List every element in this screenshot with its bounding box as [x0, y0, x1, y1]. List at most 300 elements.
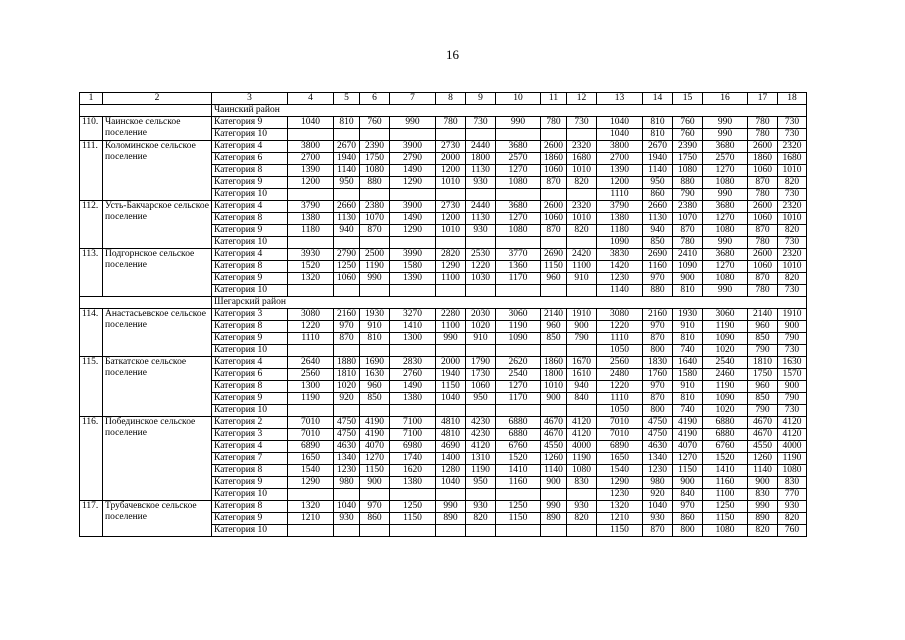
value-cell: 760 — [778, 525, 807, 537]
value-cell: 3900 — [390, 201, 436, 213]
table-row — [80, 201, 807, 213]
column-number: 4 — [288, 93, 334, 105]
value-cell — [436, 525, 466, 537]
value-cell — [466, 525, 496, 537]
table-row — [80, 249, 807, 261]
column-number: 12 — [567, 93, 597, 105]
value-cell: 4120 — [466, 441, 496, 453]
value-cell: 1520 — [288, 261, 334, 273]
value-cell: 1390 — [288, 165, 334, 177]
value-cell: 1910 — [778, 309, 807, 321]
value-cell: 1130 — [466, 213, 496, 225]
value-cell: 2790 — [390, 153, 436, 165]
value-cell — [466, 237, 496, 249]
value-cell: 1810 — [748, 357, 778, 369]
value-cell: 2600 — [748, 201, 778, 213]
value-cell: 1490 — [390, 165, 436, 177]
value-cell — [567, 237, 597, 249]
value-cell: 1380 — [597, 213, 643, 225]
value-cell: 930 — [466, 225, 496, 237]
value-cell: 790 — [748, 345, 778, 357]
value-cell: 1220 — [466, 261, 496, 273]
settlement-name: Анастасьевское сельское поселение — [103, 309, 212, 357]
value-cell: 730 — [778, 129, 807, 141]
value-cell: 6880 — [703, 417, 748, 429]
value-cell: 980 — [643, 477, 673, 489]
table-row — [80, 141, 807, 153]
value-cell: 4190 — [360, 417, 390, 429]
value-cell — [466, 405, 496, 417]
value-cell: 1040 — [288, 117, 334, 129]
value-cell: 1620 — [390, 465, 436, 477]
value-cell: 1380 — [288, 213, 334, 225]
column-number: 13 — [597, 93, 643, 105]
value-cell: 1830 — [643, 357, 673, 369]
value-cell: 2320 — [778, 201, 807, 213]
value-cell: 1610 — [567, 369, 597, 381]
value-cell: 7100 — [390, 417, 436, 429]
value-cell: 970 — [643, 381, 673, 393]
category-label: Категория 4 — [212, 141, 288, 153]
value-cell: 780 — [673, 237, 703, 249]
value-cell: 2600 — [748, 249, 778, 261]
value-cell: 1250 — [496, 501, 541, 513]
value-cell: 2540 — [703, 357, 748, 369]
value-cell: 4630 — [643, 441, 673, 453]
value-cell — [567, 525, 597, 537]
category-label: Категория 8 — [212, 321, 288, 333]
value-cell: 6890 — [288, 441, 334, 453]
value-cell: 1220 — [597, 381, 643, 393]
value-cell — [334, 405, 360, 417]
value-cell: 800 — [673, 525, 703, 537]
value-cell: 1140 — [748, 465, 778, 477]
value-cell — [567, 489, 597, 501]
value-cell: 3680 — [703, 249, 748, 261]
value-cell: 1200 — [597, 177, 643, 189]
tariff-table — [79, 92, 807, 537]
value-cell: 810 — [643, 117, 673, 129]
value-cell: 1130 — [643, 213, 673, 225]
column-number: 3 — [212, 93, 288, 105]
column-number: 11 — [541, 93, 567, 105]
value-cell: 820 — [778, 273, 807, 285]
value-cell: 900 — [778, 381, 807, 393]
value-cell: 800 — [643, 405, 673, 417]
value-cell: 2000 — [436, 357, 466, 369]
value-cell: 1580 — [390, 261, 436, 273]
value-cell: 780 — [541, 117, 567, 129]
value-cell: 3800 — [288, 141, 334, 153]
value-cell: 6880 — [496, 429, 541, 441]
value-cell: 920 — [334, 393, 360, 405]
value-cell: 830 — [778, 477, 807, 489]
value-cell — [496, 405, 541, 417]
value-cell: 820 — [466, 513, 496, 525]
value-cell — [496, 237, 541, 249]
value-cell: 4070 — [673, 441, 703, 453]
value-cell: 4120 — [567, 429, 597, 441]
value-cell: 870 — [541, 225, 567, 237]
column-number: 7 — [390, 93, 436, 105]
value-cell: 1260 — [748, 453, 778, 465]
value-cell: 900 — [673, 477, 703, 489]
value-cell: 6880 — [703, 429, 748, 441]
value-cell: 1200 — [288, 177, 334, 189]
value-cell: 1270 — [703, 165, 748, 177]
value-cell: 760 — [673, 129, 703, 141]
category-label: Категория 9 — [212, 477, 288, 489]
value-cell: 1340 — [334, 453, 360, 465]
value-cell: 860 — [360, 513, 390, 525]
value-cell — [360, 129, 390, 141]
value-cell: 2440 — [466, 201, 496, 213]
value-cell: 4000 — [567, 441, 597, 453]
settlement-index: 112. — [80, 201, 103, 249]
value-cell: 900 — [673, 273, 703, 285]
value-cell — [436, 129, 466, 141]
value-cell: 1140 — [643, 165, 673, 177]
value-cell: 910 — [673, 321, 703, 333]
category-label: Категория 8 — [212, 213, 288, 225]
value-cell: 2600 — [541, 201, 567, 213]
value-cell: 960 — [541, 273, 567, 285]
value-cell: 1080 — [703, 273, 748, 285]
value-cell: 800 — [643, 345, 673, 357]
category-label: Категория 10 — [212, 405, 288, 417]
value-cell: 950 — [334, 177, 360, 189]
value-cell: 840 — [673, 489, 703, 501]
value-cell: 1100 — [436, 273, 466, 285]
value-cell: 1270 — [496, 381, 541, 393]
value-cell: 1150 — [390, 513, 436, 525]
value-cell: 1940 — [334, 153, 360, 165]
value-cell: 2420 — [567, 249, 597, 261]
value-cell: 1290 — [597, 477, 643, 489]
value-cell: 1050 — [597, 405, 643, 417]
value-cell: 790 — [673, 189, 703, 201]
value-cell: 1170 — [496, 393, 541, 405]
category-label: Категория 3 — [212, 429, 288, 441]
value-cell: 4750 — [334, 429, 360, 441]
value-cell: 730 — [778, 345, 807, 357]
value-cell — [360, 345, 390, 357]
value-cell: 2660 — [643, 201, 673, 213]
value-cell: 1340 — [643, 453, 673, 465]
value-cell: 1190 — [466, 465, 496, 477]
category-label: Категория 8 — [212, 165, 288, 177]
value-cell: 780 — [748, 117, 778, 129]
value-cell: 6880 — [496, 417, 541, 429]
value-cell: 890 — [748, 513, 778, 525]
value-cell: 2600 — [748, 141, 778, 153]
value-cell: 2670 — [334, 141, 360, 153]
value-cell — [496, 489, 541, 501]
value-cell: 970 — [673, 501, 703, 513]
value-cell: 1040 — [597, 129, 643, 141]
value-cell: 1160 — [643, 261, 673, 273]
value-cell: 1400 — [436, 453, 466, 465]
value-cell — [288, 237, 334, 249]
value-cell: 970 — [643, 273, 673, 285]
value-cell: 960 — [360, 381, 390, 393]
value-cell: 730 — [778, 285, 807, 297]
value-cell: 1220 — [597, 321, 643, 333]
value-cell: 3060 — [703, 309, 748, 321]
value-cell: 3080 — [597, 309, 643, 321]
settlement-name: Подгорнское сельское поселение — [103, 249, 212, 297]
value-cell — [541, 345, 567, 357]
value-cell: 870 — [360, 225, 390, 237]
value-cell: 1360 — [496, 261, 541, 273]
value-cell: 1680 — [567, 153, 597, 165]
value-cell — [496, 189, 541, 201]
value-cell: 4550 — [748, 441, 778, 453]
value-cell: 1110 — [597, 189, 643, 201]
value-cell — [496, 525, 541, 537]
value-cell: 1190 — [567, 453, 597, 465]
value-cell — [496, 345, 541, 357]
value-cell: 1230 — [597, 273, 643, 285]
value-cell: 4630 — [334, 441, 360, 453]
settlement-name: Чаинское сельское поселение — [103, 117, 212, 141]
value-cell — [567, 285, 597, 297]
value-cell — [567, 129, 597, 141]
value-cell: 2600 — [541, 141, 567, 153]
value-cell — [334, 129, 360, 141]
value-cell — [436, 489, 466, 501]
value-cell: 990 — [541, 501, 567, 513]
value-cell: 850 — [643, 237, 673, 249]
value-cell: 1810 — [334, 369, 360, 381]
value-cell: 1490 — [390, 213, 436, 225]
value-cell: 1180 — [597, 225, 643, 237]
value-cell: 870 — [334, 333, 360, 345]
value-cell: 1080 — [496, 177, 541, 189]
value-cell: 1140 — [541, 465, 567, 477]
value-cell: 4190 — [673, 429, 703, 441]
value-cell: 3680 — [496, 201, 541, 213]
value-cell: 1680 — [778, 153, 807, 165]
value-cell: 1200 — [436, 165, 466, 177]
value-cell: 3790 — [288, 201, 334, 213]
category-label: Категория 8 — [212, 261, 288, 273]
value-cell: 1260 — [541, 453, 567, 465]
value-cell: 820 — [778, 177, 807, 189]
value-cell: 1750 — [360, 153, 390, 165]
value-cell: 1190 — [778, 453, 807, 465]
category-label: Категория 4 — [212, 249, 288, 261]
value-cell — [334, 189, 360, 201]
value-cell: 900 — [541, 393, 567, 405]
value-cell: 4000 — [778, 441, 807, 453]
region-row — [80, 105, 807, 117]
value-cell: 1270 — [496, 213, 541, 225]
value-cell: 1100 — [703, 489, 748, 501]
value-cell: 1190 — [360, 261, 390, 273]
value-cell — [334, 345, 360, 357]
value-cell: 1800 — [541, 369, 567, 381]
value-cell: 1040 — [436, 477, 466, 489]
value-cell: 1650 — [288, 453, 334, 465]
column-number: 8 — [436, 93, 466, 105]
value-cell: 1290 — [390, 177, 436, 189]
category-label: Категория 3 — [212, 309, 288, 321]
value-cell: 1070 — [673, 213, 703, 225]
value-cell — [390, 237, 436, 249]
value-cell: 1540 — [288, 465, 334, 477]
value-cell — [466, 489, 496, 501]
page-number: 16 — [446, 47, 459, 62]
value-cell: 7010 — [597, 417, 643, 429]
value-cell: 920 — [643, 489, 673, 501]
category-label: Категория 10 — [212, 129, 288, 141]
value-cell: 1060 — [541, 213, 567, 225]
value-cell: 1390 — [597, 165, 643, 177]
value-cell: 1140 — [334, 165, 360, 177]
settlement-index: 117. — [80, 501, 103, 537]
table-row — [80, 417, 807, 429]
value-cell: 1110 — [597, 393, 643, 405]
value-cell: 1150 — [703, 513, 748, 525]
value-cell: 1040 — [597, 117, 643, 129]
value-cell: 1190 — [288, 393, 334, 405]
value-cell: 3270 — [390, 309, 436, 321]
category-label: Категория 10 — [212, 189, 288, 201]
value-cell: 1020 — [334, 381, 360, 393]
value-cell: 780 — [748, 285, 778, 297]
value-cell: 1410 — [390, 321, 436, 333]
value-cell: 990 — [748, 501, 778, 513]
value-cell: 1060 — [541, 165, 567, 177]
category-label: Категория 2 — [212, 417, 288, 429]
value-cell: 3680 — [703, 201, 748, 213]
value-cell: 1250 — [334, 261, 360, 273]
value-cell: 870 — [643, 333, 673, 345]
value-cell: 870 — [748, 177, 778, 189]
column-number: 10 — [496, 93, 541, 105]
value-cell: 1200 — [436, 213, 466, 225]
value-cell: 3990 — [390, 249, 436, 261]
value-cell: 1090 — [496, 333, 541, 345]
value-cell — [390, 489, 436, 501]
value-cell: 1180 — [288, 225, 334, 237]
value-cell: 1010 — [778, 261, 807, 273]
value-cell: 830 — [567, 477, 597, 489]
value-cell: 1060 — [748, 165, 778, 177]
column-number: 16 — [703, 93, 748, 105]
value-cell: 7010 — [597, 429, 643, 441]
value-cell: 2390 — [360, 141, 390, 153]
value-cell: 1270 — [703, 261, 748, 273]
value-cell: 870 — [748, 225, 778, 237]
value-cell: 1010 — [567, 165, 597, 177]
settlement-name: Трубачевское сельское поселение — [103, 501, 212, 537]
value-cell: 900 — [778, 321, 807, 333]
value-cell — [541, 525, 567, 537]
value-cell — [567, 345, 597, 357]
value-cell: 740 — [673, 405, 703, 417]
value-cell: 4230 — [466, 417, 496, 429]
value-cell: 2140 — [541, 309, 567, 321]
value-cell: 1010 — [541, 381, 567, 393]
value-cell: 2670 — [643, 141, 673, 153]
value-cell: 1010 — [567, 213, 597, 225]
value-cell: 930 — [567, 501, 597, 513]
value-cell — [288, 405, 334, 417]
value-cell: 820 — [778, 225, 807, 237]
value-cell: 790 — [778, 333, 807, 345]
value-cell: 730 — [466, 117, 496, 129]
value-cell: 1380 — [390, 393, 436, 405]
column-number: 1 — [80, 93, 103, 105]
value-cell — [390, 189, 436, 201]
value-cell: 850 — [360, 393, 390, 405]
value-cell: 1910 — [567, 309, 597, 321]
value-cell: 1050 — [597, 345, 643, 357]
value-cell: 770 — [778, 489, 807, 501]
value-cell — [360, 525, 390, 537]
value-cell: 820 — [567, 177, 597, 189]
value-cell: 950 — [643, 177, 673, 189]
value-cell: 930 — [643, 513, 673, 525]
value-cell: 1080 — [496, 225, 541, 237]
value-cell: 950 — [466, 477, 496, 489]
value-cell: 4690 — [436, 441, 466, 453]
value-cell: 1750 — [673, 153, 703, 165]
value-cell: 850 — [748, 393, 778, 405]
value-cell: 1930 — [360, 309, 390, 321]
value-cell: 6890 — [597, 441, 643, 453]
value-cell: 1150 — [496, 513, 541, 525]
value-cell: 880 — [673, 177, 703, 189]
value-cell: 870 — [748, 273, 778, 285]
value-cell: 1690 — [360, 357, 390, 369]
value-cell: 3900 — [390, 141, 436, 153]
value-cell: 2570 — [496, 153, 541, 165]
value-cell: 1190 — [703, 321, 748, 333]
column-number: 6 — [360, 93, 390, 105]
value-cell: 1290 — [390, 225, 436, 237]
value-cell: 2830 — [390, 357, 436, 369]
value-cell — [360, 405, 390, 417]
category-label: Категория 9 — [212, 177, 288, 189]
value-cell: 7010 — [288, 417, 334, 429]
value-cell: 1150 — [436, 381, 466, 393]
value-cell — [390, 405, 436, 417]
value-cell: 2640 — [288, 357, 334, 369]
value-cell: 760 — [673, 117, 703, 129]
value-cell: 1270 — [703, 213, 748, 225]
value-cell: 1250 — [703, 501, 748, 513]
value-cell: 1140 — [597, 285, 643, 297]
value-cell: 730 — [778, 189, 807, 201]
value-cell: 810 — [673, 333, 703, 345]
value-cell: 2700 — [288, 153, 334, 165]
settlement-index: 111. — [80, 141, 103, 201]
value-cell: 910 — [360, 321, 390, 333]
value-cell: 2560 — [288, 369, 334, 381]
value-cell: 1060 — [748, 261, 778, 273]
value-cell: 970 — [643, 321, 673, 333]
settlement-index: 113. — [80, 249, 103, 297]
value-cell: 1630 — [360, 369, 390, 381]
value-cell: 900 — [360, 477, 390, 489]
value-cell: 990 — [436, 333, 466, 345]
value-cell: 1750 — [748, 369, 778, 381]
value-cell — [360, 285, 390, 297]
value-cell: 780 — [748, 129, 778, 141]
